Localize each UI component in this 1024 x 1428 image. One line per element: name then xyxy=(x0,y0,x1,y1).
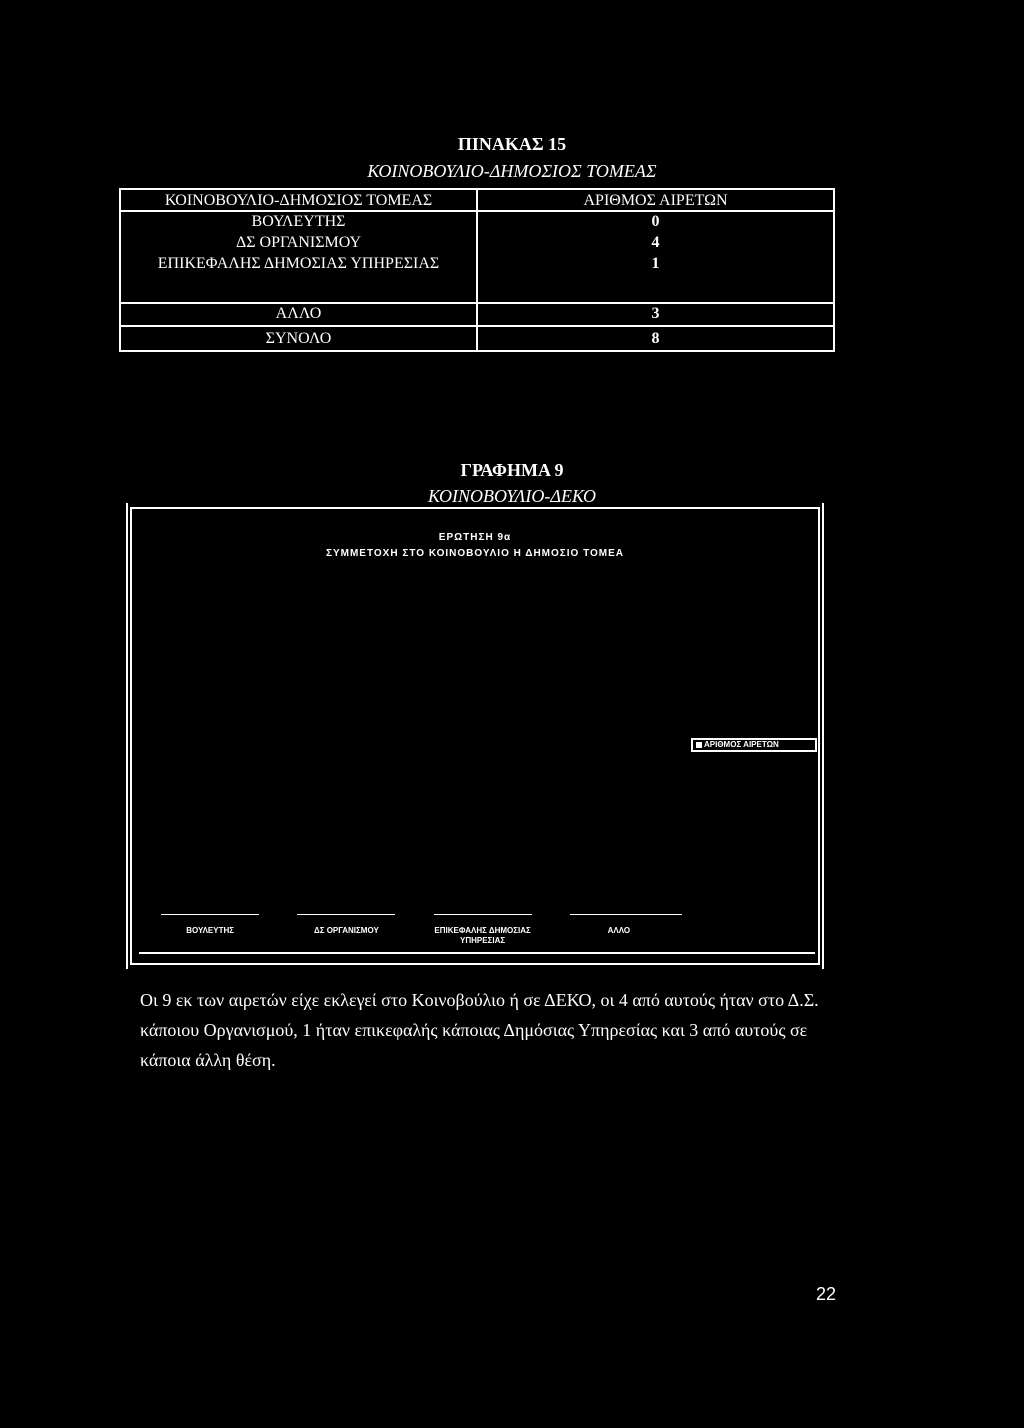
page-number: 22 xyxy=(816,1284,837,1304)
row-value: 1 xyxy=(477,254,834,303)
baseline-segment xyxy=(434,914,532,915)
row-label: ΒΟΥΛΕΥΤΗΣ xyxy=(120,211,477,233)
baseline-segment xyxy=(161,914,259,915)
total-value: 8 xyxy=(477,326,834,351)
table-subtitle: ΚΟΙΝΟΒΟΥΛΙΟ-ΔΗΜΟΣΙΟΣ ΤΟΜΕΑΣ xyxy=(367,161,657,181)
column-header-category: ΚΟΙΝΟΒΟΥΛΙΟ-ΔΗΜΟΣΙΟΣ ΤΟΜΕΑΣ xyxy=(120,189,477,211)
baseline-segment xyxy=(297,914,395,915)
bar xyxy=(306,754,388,914)
category-label: ΕΠΙΚΕΦΑΛΗΣ ΔΗΜΟΣΙΑΣ ΥΠΗΡΕΣΙΑΣ xyxy=(434,926,531,945)
chart-subtitle: ΣΥΜΜΕΤΟΧΗ ΣΤΟ ΚΟΙΝΟΒΟΥΛΙΟ Η ΔΗΜΟΣΙΟ ΤΟΜΕΑ xyxy=(325,548,625,559)
category-label: ΒΟΥΛΕΥΤΗΣ xyxy=(186,926,235,935)
legend-swatch xyxy=(696,742,702,748)
chart-bottom-line xyxy=(139,952,815,954)
data-table xyxy=(119,188,835,352)
column-header-count: ΑΡΙΘΜΟΣ ΑΙΡΕΤΩΝ xyxy=(477,189,834,211)
total-label: ΣΥΝΟΛΟ xyxy=(120,326,477,351)
bar xyxy=(578,794,660,914)
row-value: 3 xyxy=(477,303,834,326)
baseline-segment xyxy=(632,914,682,915)
row-label: ΑΛΛΟ xyxy=(120,303,477,326)
bar-chart xyxy=(130,507,820,965)
bar xyxy=(442,874,524,914)
row-label: ΔΣ ΟΡΓΑΝΙΣΜΟΥ xyxy=(120,233,477,254)
chart-legend xyxy=(691,738,817,752)
row-label: ΕΠΙΚΕΦΑΛΗΣ ΔΗΜΟΣΙΑΣ ΥΠΗΡΕΣΙΑΣ xyxy=(120,254,477,303)
body-paragraph: Οι 9 εκ των αιρετών είχε εκλεγεί στο Κοινοβούλιο ή σε ΔΕΚΟ, οι 4 από αυτούς ήταν στο Δ.Σ. κάποιου Οργανισμού, 1 ήταν επικεφαλής κάποιας Δημόσιας Υπηρεσίας και 3 από αυτούς σε κάποια άλλη θέση. xyxy=(140,990,819,1070)
category-label: ΔΣ ΟΡΓΑΝΙΣΜΟΥ xyxy=(313,926,379,935)
chart-title: ΕΡΩΤΗΣΗ 9α xyxy=(438,532,512,543)
row-value: 4 xyxy=(477,233,834,254)
figure-subtitle: ΚΟΙΝΟΒΟΥΛΙΟ-ΔΕΚΟ xyxy=(428,486,596,506)
row-value: 0 xyxy=(477,211,834,233)
table-title: ΠΙΝΑΚΑΣ 15 xyxy=(457,134,567,154)
legend-label: ΑΡΙΘΜΟΣ ΑΙΡΕΤΩΝ xyxy=(704,740,779,749)
category-label: ΑΛΛΟ xyxy=(607,926,631,935)
figure-title: ΓΡΑΦΗΜΑ 9 xyxy=(460,460,564,480)
